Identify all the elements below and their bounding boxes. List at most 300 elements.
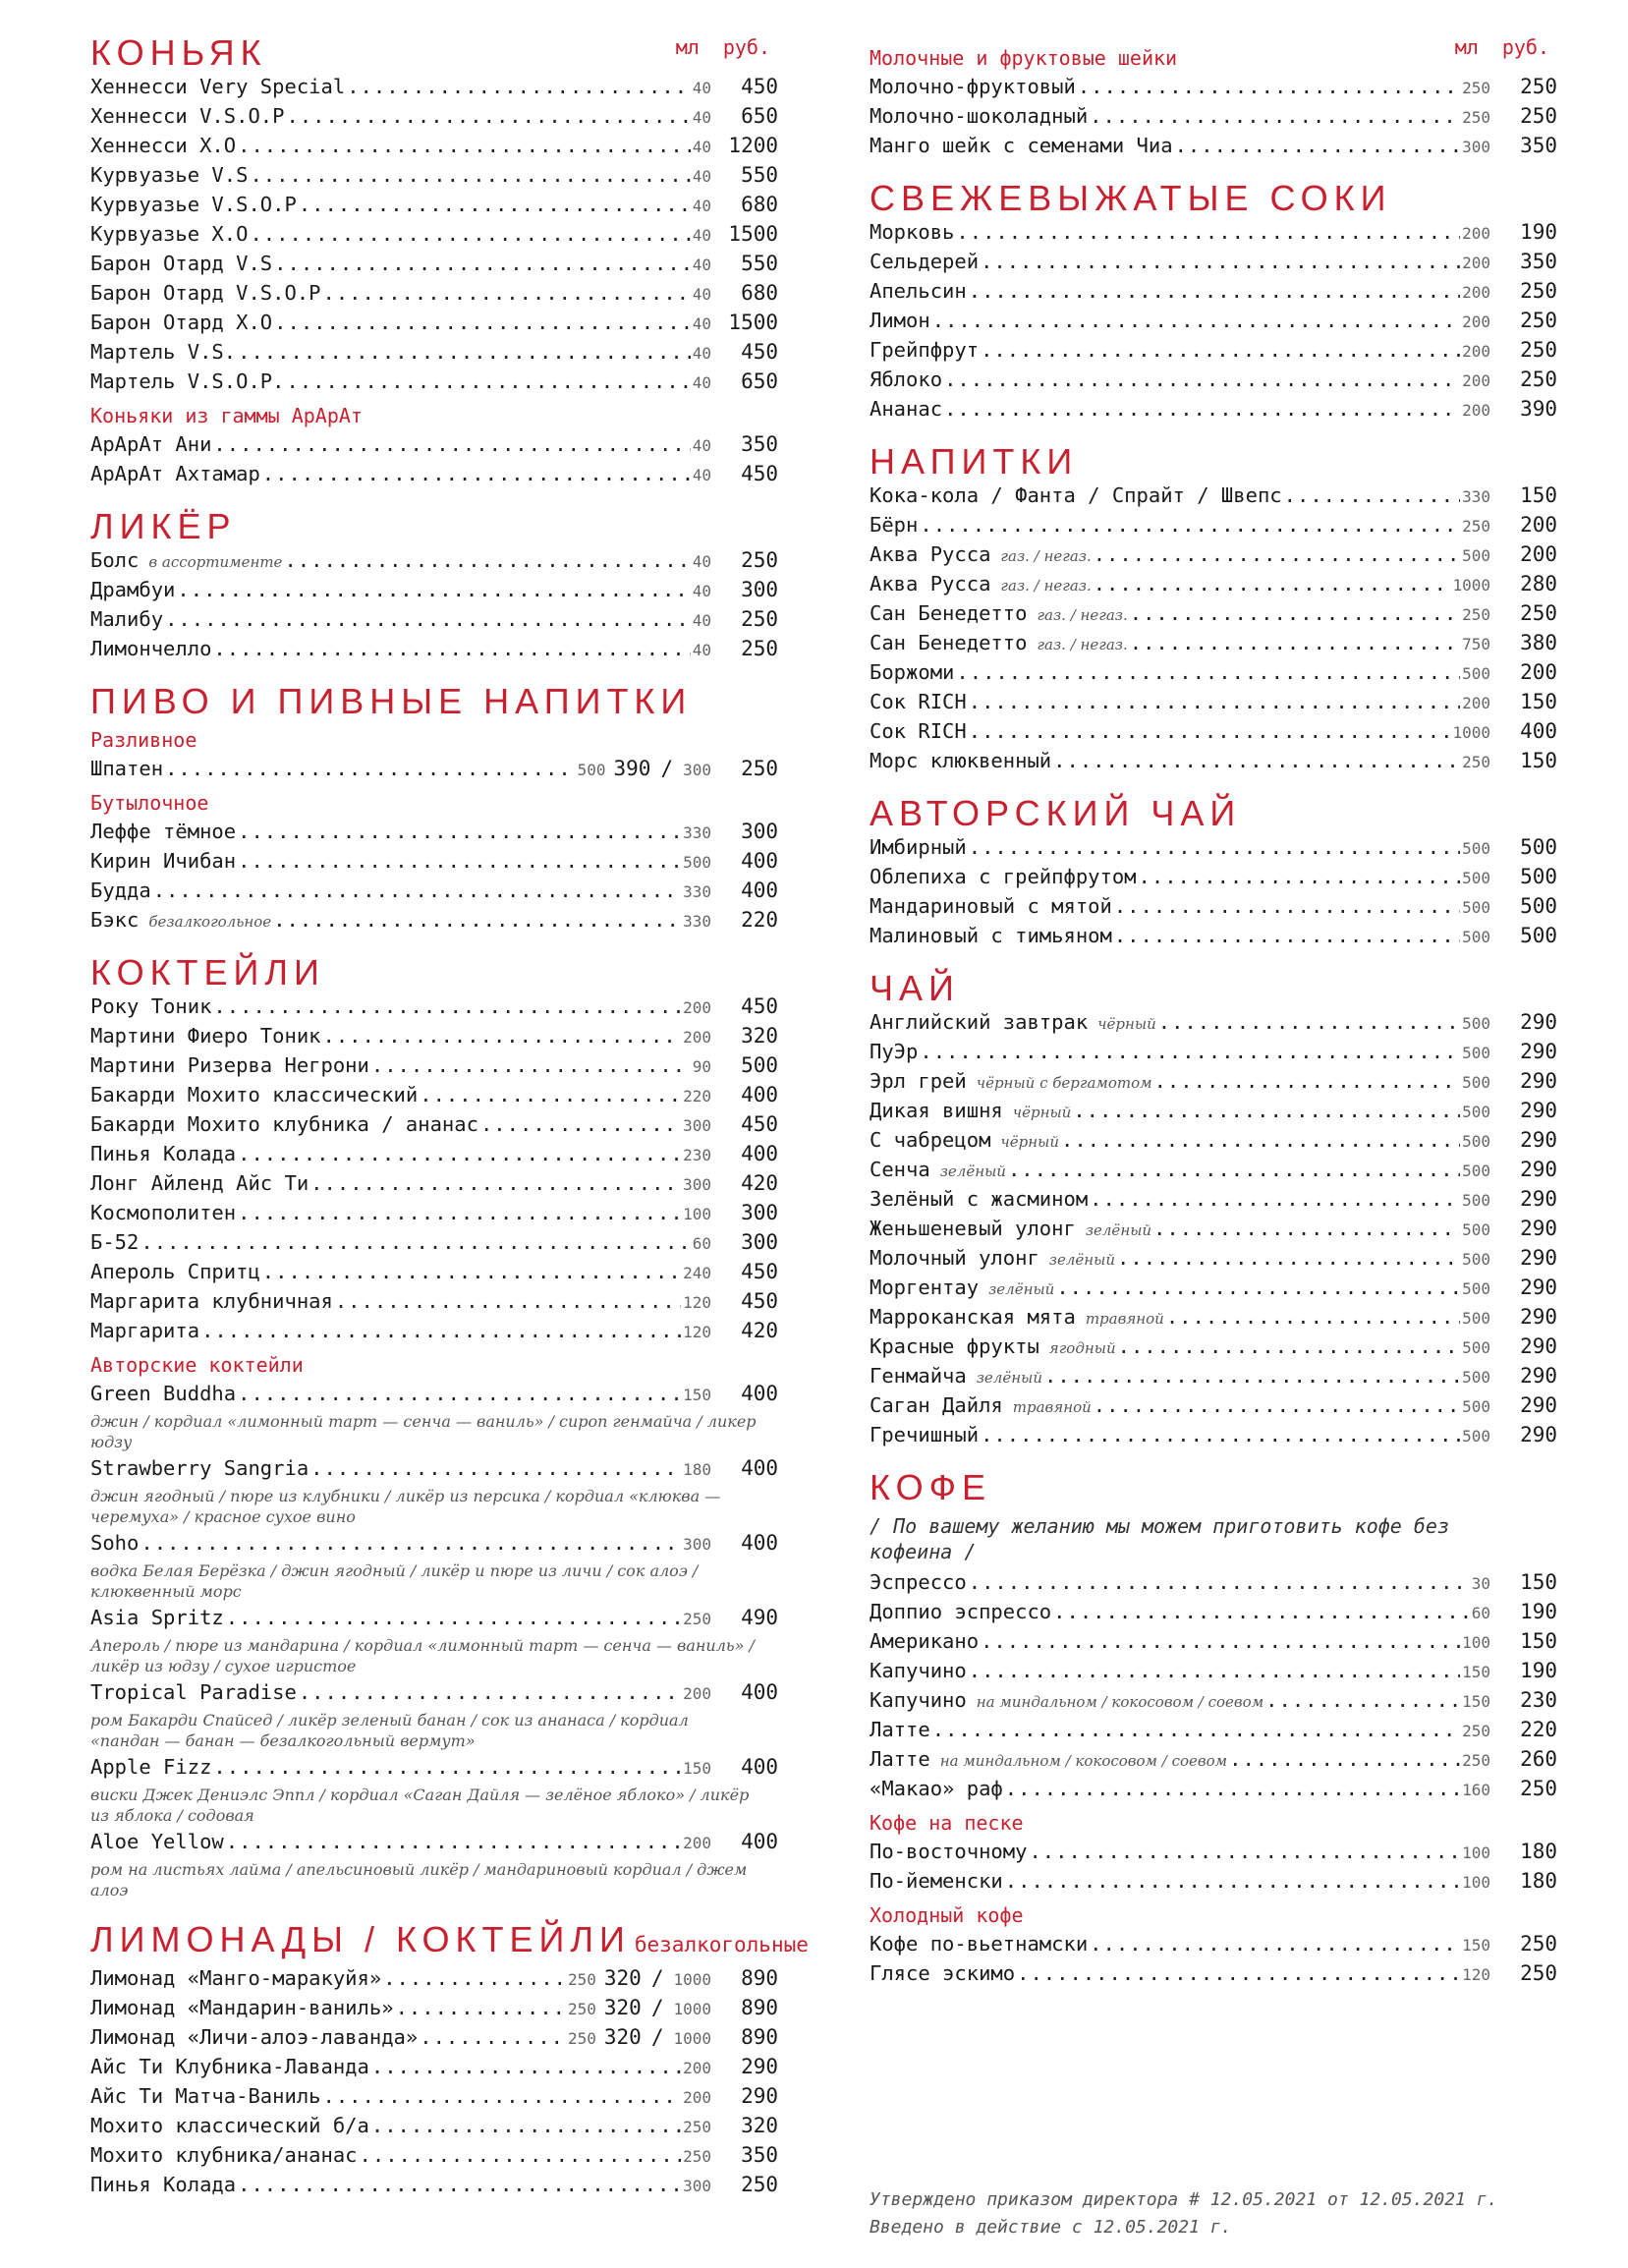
item-price: 300 xyxy=(741,820,778,843)
item-volume: 90 xyxy=(692,1057,711,1076)
menu-item xyxy=(90,311,778,340)
menu-item xyxy=(90,757,778,786)
item-name: Курвуазье V.S xyxy=(90,163,249,187)
item-name: Грейпфрут xyxy=(870,338,980,362)
leader-dots xyxy=(213,432,690,456)
item-name: Apple Fizz xyxy=(90,1755,212,1779)
leader-dots xyxy=(226,1606,681,1629)
subsection-title: Кофе на песке xyxy=(870,1811,1024,1835)
leader-dots xyxy=(932,1718,1460,1741)
leader-dots xyxy=(273,908,681,932)
item-price: 350 xyxy=(741,432,778,456)
unit-ml: мл xyxy=(1454,35,1479,59)
menu-item xyxy=(90,432,778,462)
item-price: 500 xyxy=(1520,865,1557,888)
item-name: Asia Spritz xyxy=(90,1606,224,1629)
item-price: 250 xyxy=(1520,338,1557,362)
item-description: водка Белая Берёзка / джин ягодный / ликёр и пюре из личи / сок алоэ / клюквенный морс xyxy=(90,1561,699,1601)
menu-item xyxy=(90,1755,778,1785)
item-volume: 500 xyxy=(1462,839,1490,858)
item-name: АрАрАт Ани xyxy=(90,432,212,456)
leader-dots xyxy=(1265,1688,1460,1712)
units-header xyxy=(652,35,770,59)
section-title: ЧАЙ xyxy=(870,968,960,1008)
item-price: 150 xyxy=(1520,690,1557,713)
item-price: 190 xyxy=(1520,220,1557,244)
menu-item xyxy=(90,2084,778,2114)
item-price: 250 xyxy=(1520,104,1557,128)
menu-item xyxy=(90,1456,778,1486)
item-name: АрАрАт Ахтамар xyxy=(90,462,260,485)
menu-item xyxy=(870,690,1557,719)
menu-item xyxy=(90,1289,778,1319)
item-volume: 40 xyxy=(692,226,711,245)
menu-item xyxy=(870,835,1557,865)
item-price: 450 xyxy=(741,462,778,485)
menu-item xyxy=(870,1600,1557,1629)
section-title-text: ЛИМОНАДЫ / КОКТЕЙЛИ xyxy=(90,1919,631,1959)
decaf-note: / По вашему желанию мы можем приготовить кофе без кофеина / xyxy=(870,1514,1450,1563)
menu-item xyxy=(870,1334,1557,1364)
author-cocktails-list xyxy=(90,1382,778,1900)
menu-item xyxy=(870,1246,1557,1276)
menu-item xyxy=(870,1423,1557,1452)
item-name: Strawberry Sangria xyxy=(90,1456,309,1480)
menu-item xyxy=(870,894,1557,924)
menu-item xyxy=(90,1830,778,1859)
leader-dots xyxy=(335,1289,681,1313)
leader-dots xyxy=(250,222,690,246)
menu-item xyxy=(90,134,778,163)
item-volume: 250 xyxy=(1462,605,1490,624)
section-title: КОКТЕЙЛИ xyxy=(90,952,325,992)
item-volume: 500 xyxy=(1462,1191,1490,1210)
item-price: 1500 xyxy=(728,311,778,334)
item-volume: 40 xyxy=(692,314,711,333)
item-volume: 250 xyxy=(567,2000,596,2018)
item-price: 150 xyxy=(1520,483,1557,507)
item-name: Дикая вишня xyxy=(870,1099,1003,1122)
item-volume: 500 xyxy=(1462,1103,1490,1121)
leader-dots xyxy=(1117,1246,1460,1270)
item-name: По-йеменски xyxy=(870,1869,1003,1893)
item-price: 490 xyxy=(741,1606,778,1629)
subsection-title: Авторские коктейли xyxy=(90,1353,304,1377)
menu-item xyxy=(90,994,778,1024)
item-name: Мартини Фиеро Тоник xyxy=(90,1024,321,1048)
leader-dots xyxy=(1139,865,1461,888)
item-price: 290 xyxy=(741,2055,778,2078)
juices-section xyxy=(870,177,1557,426)
leader-dots xyxy=(1175,134,1461,157)
item-price: 320 xyxy=(741,2114,778,2137)
item-price: 290 xyxy=(1520,1010,1557,1034)
leader-dots xyxy=(981,1423,1460,1446)
menu-item xyxy=(870,1305,1557,1334)
item-note: чёрный с бергамотом xyxy=(976,1074,1152,1092)
leader-dots xyxy=(1094,1393,1460,1417)
item-price: 230 xyxy=(1520,1688,1557,1712)
menu-item xyxy=(870,1217,1557,1246)
item-price: 400 xyxy=(741,1456,778,1480)
leader-dots xyxy=(981,250,1460,273)
item-name: Хеннесси V.S.O.P xyxy=(90,104,285,128)
item-volume: 40 xyxy=(692,436,711,455)
leader-dots xyxy=(140,1230,690,1254)
menu-item xyxy=(870,542,1557,572)
item-price: 290 xyxy=(1520,1364,1557,1388)
item-name: Яблоко xyxy=(870,368,943,391)
menu-item xyxy=(870,1840,1557,1869)
menu-item xyxy=(90,1996,778,2025)
leader-dots xyxy=(310,1171,681,1195)
item-volume: 500 xyxy=(1462,1309,1490,1328)
item-volume: 500 xyxy=(1462,869,1490,887)
item-price: 680 xyxy=(741,193,778,216)
item-volume: 330 xyxy=(683,912,711,931)
item-price: 250 xyxy=(741,757,778,780)
separator: / xyxy=(650,1966,664,1990)
menu-item xyxy=(870,719,1557,749)
item-volume: 500 xyxy=(1462,1073,1490,1092)
item-note: зелёный xyxy=(976,1369,1042,1387)
item-volume: 330 xyxy=(1462,487,1490,506)
item-description: джин ягодный / пюре из клубники / ликёр из персика / кордиал «клюква — черемуха» / красное сухое вино xyxy=(90,1487,721,1526)
menu-item xyxy=(90,2114,778,2143)
leader-dots xyxy=(284,548,690,572)
item-price: 200 xyxy=(1520,542,1557,566)
item-name: Сенча xyxy=(870,1158,930,1181)
bottled-beer-list xyxy=(90,820,778,937)
item-price: 290 xyxy=(1520,1305,1557,1329)
item-price: 290 xyxy=(1520,1040,1557,1063)
menu-item xyxy=(870,279,1557,309)
item-name: Пинья Колада xyxy=(90,1142,237,1165)
section-title: АВТОРСКИЙ ЧАЙ xyxy=(870,793,1242,833)
item-volume: 300 xyxy=(683,1175,711,1194)
leader-dots xyxy=(286,104,690,128)
item-volume: 240 xyxy=(683,1264,711,1282)
item-price: 890 xyxy=(741,1996,778,2019)
item-price: 680 xyxy=(741,281,778,305)
item-name: Сан Бенедетто xyxy=(870,631,1028,654)
leader-dots xyxy=(1078,75,1460,98)
leader-dots xyxy=(238,2173,681,2196)
item-note: зелёный xyxy=(1048,1251,1116,1269)
item-volume: 60 xyxy=(692,1234,711,1253)
item-price: 180 xyxy=(1520,1840,1557,1863)
item-price: 890 xyxy=(741,1966,778,1990)
item-volume: 100 xyxy=(1462,1873,1490,1892)
leader-dots xyxy=(1118,1334,1460,1358)
item-name: Эрл грей xyxy=(870,1069,967,1093)
item-volume: 40 xyxy=(692,79,711,97)
item-price: 420 xyxy=(741,1319,778,1342)
leader-dots xyxy=(1029,1840,1460,1863)
item-name: Аква Русса xyxy=(870,542,991,566)
leader-dots xyxy=(262,1260,681,1283)
item-name: Генмайча xyxy=(870,1364,967,1388)
item-name: Tropical Paradise xyxy=(90,1680,297,1704)
menu-item xyxy=(870,513,1557,542)
item-note: травяной xyxy=(1085,1310,1164,1328)
item-name: Лонг Айленд Айс Ти xyxy=(90,1171,309,1195)
leader-dots xyxy=(238,1201,681,1224)
item-volume: 40 xyxy=(692,611,711,630)
item-name: Апельсин xyxy=(870,279,967,303)
item-volume: 500 xyxy=(1462,1279,1490,1298)
ararat-list xyxy=(90,432,778,491)
leader-dots xyxy=(201,1319,681,1342)
lemonades-section xyxy=(90,1918,809,2202)
menu-item xyxy=(870,1069,1557,1099)
menu-item xyxy=(90,75,778,104)
leader-dots xyxy=(1005,1869,1460,1893)
menu-item xyxy=(870,601,1557,631)
leader-dots xyxy=(360,2143,682,2167)
item-volume: 160 xyxy=(1462,1781,1490,1799)
leader-dots xyxy=(213,637,690,660)
menu-item xyxy=(870,1099,1557,1128)
item-price: 250 xyxy=(741,637,778,660)
item-price: 290 xyxy=(1520,1393,1557,1417)
item-note: на миндальном / кокосовом / соевом xyxy=(939,1752,1228,1770)
leader-dots xyxy=(323,281,691,305)
menu-item xyxy=(90,820,778,849)
section-title: НАПИТКИ xyxy=(870,441,1079,482)
leader-dots xyxy=(371,2114,681,2137)
leader-dots xyxy=(1130,601,1460,625)
menu-item xyxy=(90,1680,778,1710)
leader-dots xyxy=(480,1112,681,1136)
item-volume: 200 xyxy=(1462,371,1490,390)
item-price: 450 xyxy=(741,994,778,1018)
item-name: Апероль Спритц xyxy=(90,1260,260,1283)
item-description: Апероль / пюре из мандарина / кордиал «лимонный тарт — сенча — ваниль» / ликёр из юдзу / сухое игристое xyxy=(90,1636,755,1675)
section-title: ЛИКЁР xyxy=(90,506,237,546)
leader-dots xyxy=(226,1830,681,1853)
item-name: Латте xyxy=(870,1718,930,1741)
item-volume: 200 xyxy=(683,1028,711,1047)
menu-item xyxy=(870,924,1557,953)
item-name: Гречишный xyxy=(870,1423,980,1446)
item-price: 180 xyxy=(1520,1869,1557,1893)
item-name: Green Buddha xyxy=(90,1382,237,1405)
item-name: Бэкс xyxy=(90,908,140,932)
item-name: Хеннесси X.O xyxy=(90,134,237,157)
item-price: 250 xyxy=(741,2173,778,2196)
item-name: Кирин Ичибан xyxy=(90,849,237,873)
leader-dots xyxy=(238,340,691,364)
item-name: Айс Ти Матча-Ваниль xyxy=(90,2084,321,2108)
unit-rub: руб. xyxy=(722,35,770,59)
leader-dots xyxy=(932,309,1460,332)
menu-item xyxy=(870,1393,1557,1423)
item-volume: 1000 xyxy=(1452,723,1490,742)
menu-item xyxy=(90,252,778,281)
item-volume: 500 xyxy=(1462,1368,1490,1387)
item-name: Лимонад «Манго-маракуйя» xyxy=(90,1966,382,1990)
item-name: Капучино xyxy=(870,1659,967,1682)
leader-dots xyxy=(383,1966,566,1990)
item-volume: 1000 xyxy=(673,1970,711,1989)
tea-list xyxy=(870,1010,1557,1452)
subsection-title: Разливное xyxy=(90,728,197,752)
menu-item xyxy=(90,548,778,578)
section-title: КОФЕ xyxy=(870,1467,991,1507)
menu-item xyxy=(870,572,1557,601)
item-volume: 500 xyxy=(1462,1014,1490,1033)
menu-item xyxy=(90,163,778,193)
item-volume: 500 xyxy=(1462,664,1490,683)
item-price: 400 xyxy=(741,1531,778,1555)
coffee-list xyxy=(870,1570,1557,1806)
item-volume: 220 xyxy=(683,1087,711,1106)
item-name: Лимонад «Личи-алоэ-лаванда» xyxy=(90,2025,419,2049)
item-volume: 250 xyxy=(1462,753,1490,771)
menu-item xyxy=(870,134,1557,163)
item-volume: 40 xyxy=(692,373,711,392)
item-volume: 200 xyxy=(683,1684,711,1703)
leader-dots xyxy=(956,660,1460,684)
item-volume: 500 xyxy=(1462,1132,1490,1151)
item-price: 1200 xyxy=(728,134,778,157)
leader-dots xyxy=(274,252,691,275)
item-name: Курвуазье X.O xyxy=(90,222,249,246)
menu-item xyxy=(870,104,1557,134)
leader-dots xyxy=(1166,1305,1460,1329)
item-volume: 40 xyxy=(692,108,711,127)
item-name: Бёрн xyxy=(870,513,919,537)
item-volume: 30 xyxy=(1471,1574,1490,1593)
item-name: Будда xyxy=(90,879,151,902)
leader-dots xyxy=(1056,1276,1460,1299)
item-note: газ. / негаз. xyxy=(1000,547,1092,565)
shakes-list xyxy=(870,75,1557,163)
item-price: 220 xyxy=(1520,1718,1557,1741)
menu-item xyxy=(870,1040,1557,1069)
item-name: Американо xyxy=(870,1629,980,1653)
item-name: Облепиха с грейпфрутом xyxy=(870,865,1137,888)
item-price: 650 xyxy=(741,104,778,128)
item-note: зелёный xyxy=(1085,1221,1152,1239)
leader-dots xyxy=(153,879,681,902)
item-price: 290 xyxy=(1520,1099,1557,1122)
item-name: Барон Отард V.S.O.P xyxy=(90,281,321,305)
menu-item xyxy=(90,879,778,908)
leader-dots xyxy=(310,1456,681,1480)
item-name: Леффе тёмное xyxy=(90,820,237,843)
cognac-list xyxy=(90,75,778,399)
leader-dots xyxy=(165,757,576,780)
leader-dots xyxy=(1090,1187,1460,1211)
liqueur-list xyxy=(90,548,778,666)
item-description: ром на листьях лайма / апельсиновый ликёр / мандариновый кордиал / джем алоэ xyxy=(90,1860,748,1899)
item-volume: 330 xyxy=(683,823,711,842)
item-volume: 200 xyxy=(1462,342,1490,361)
author-tea-section xyxy=(870,792,1557,953)
leader-dots xyxy=(1053,749,1460,772)
item-price: 500 xyxy=(741,1053,778,1077)
item-name: Кофе по-вьетнамски xyxy=(870,1932,1089,1956)
unit-ml: мл xyxy=(675,35,700,59)
tea-section xyxy=(870,967,1557,1452)
item-name: Мандариновый с мятой xyxy=(870,894,1112,918)
item-name: Шпатен xyxy=(90,757,164,780)
item-volume: 150 xyxy=(1462,1936,1490,1955)
item-volume: 150 xyxy=(1462,1663,1490,1681)
subsection-title: Молочные и фруктовые шейки xyxy=(870,46,1178,70)
leader-dots xyxy=(1284,483,1460,507)
item-volume: 120 xyxy=(683,1323,711,1341)
item-volume: 250 xyxy=(567,2029,596,2048)
right-column xyxy=(870,0,1557,1991)
item-volume: 200 xyxy=(683,2059,711,2077)
item-volume: 750 xyxy=(1462,635,1490,653)
item-name: Аква Русса xyxy=(870,572,991,595)
leader-dots xyxy=(213,1755,681,1779)
menu-item xyxy=(90,222,778,252)
item-name: Малиновый с тимьяном xyxy=(870,924,1112,947)
menu-item xyxy=(90,1230,778,1260)
item-price: 400 xyxy=(741,849,778,873)
item-price: 250 xyxy=(741,607,778,631)
item-price: 250 xyxy=(1520,601,1557,625)
leader-dots xyxy=(238,1142,681,1165)
menu-item xyxy=(90,104,778,134)
item-price: 280 xyxy=(1520,572,1557,595)
leader-dots xyxy=(323,1024,682,1048)
item-price: 190 xyxy=(1520,1659,1557,1682)
leader-dots xyxy=(1073,1099,1460,1122)
leader-dots xyxy=(944,397,1460,421)
menu-item xyxy=(870,1629,1557,1659)
item-name: Морс клюквенный xyxy=(870,749,1052,772)
menu-item xyxy=(90,1053,778,1083)
item-price: 400 xyxy=(741,1382,778,1405)
item-price: 250 xyxy=(1520,1961,1557,1985)
menu-item xyxy=(870,1128,1557,1158)
cognac-section xyxy=(90,31,778,491)
leader-dots xyxy=(1044,1364,1460,1388)
item-name: Айс Ти Клубника-Лаванда xyxy=(90,2055,369,2078)
item-volume: 100 xyxy=(1462,1633,1490,1652)
item-name: Лимончелло xyxy=(90,637,212,660)
item-price: 290 xyxy=(1520,1069,1557,1093)
leader-dots xyxy=(1053,1600,1470,1623)
item-volume: 40 xyxy=(692,197,711,215)
menu-item xyxy=(90,2143,778,2173)
item-volume: 1000 xyxy=(1452,576,1490,595)
item-price: 290 xyxy=(1520,1128,1557,1152)
item-price: 380 xyxy=(1520,631,1557,654)
section-title xyxy=(90,1918,809,1966)
menu-item xyxy=(90,193,778,222)
item-volume: 40 xyxy=(692,344,711,363)
item-name: Року Тоник xyxy=(90,994,212,1018)
item-price: 290 xyxy=(1520,1217,1557,1240)
item-volume: 40 xyxy=(692,552,711,571)
item-name: Маргарита xyxy=(90,1319,200,1342)
item-price: 550 xyxy=(741,252,778,275)
item-name: Бакарди Мохито клубника / ананас xyxy=(90,1112,478,1136)
menu-item xyxy=(870,1187,1557,1217)
item-volume: 500 xyxy=(1462,1338,1490,1357)
item-price: 250 xyxy=(1520,279,1557,303)
menu-item xyxy=(870,75,1557,104)
leader-dots xyxy=(1005,1777,1460,1800)
menu-item xyxy=(90,1083,778,1112)
